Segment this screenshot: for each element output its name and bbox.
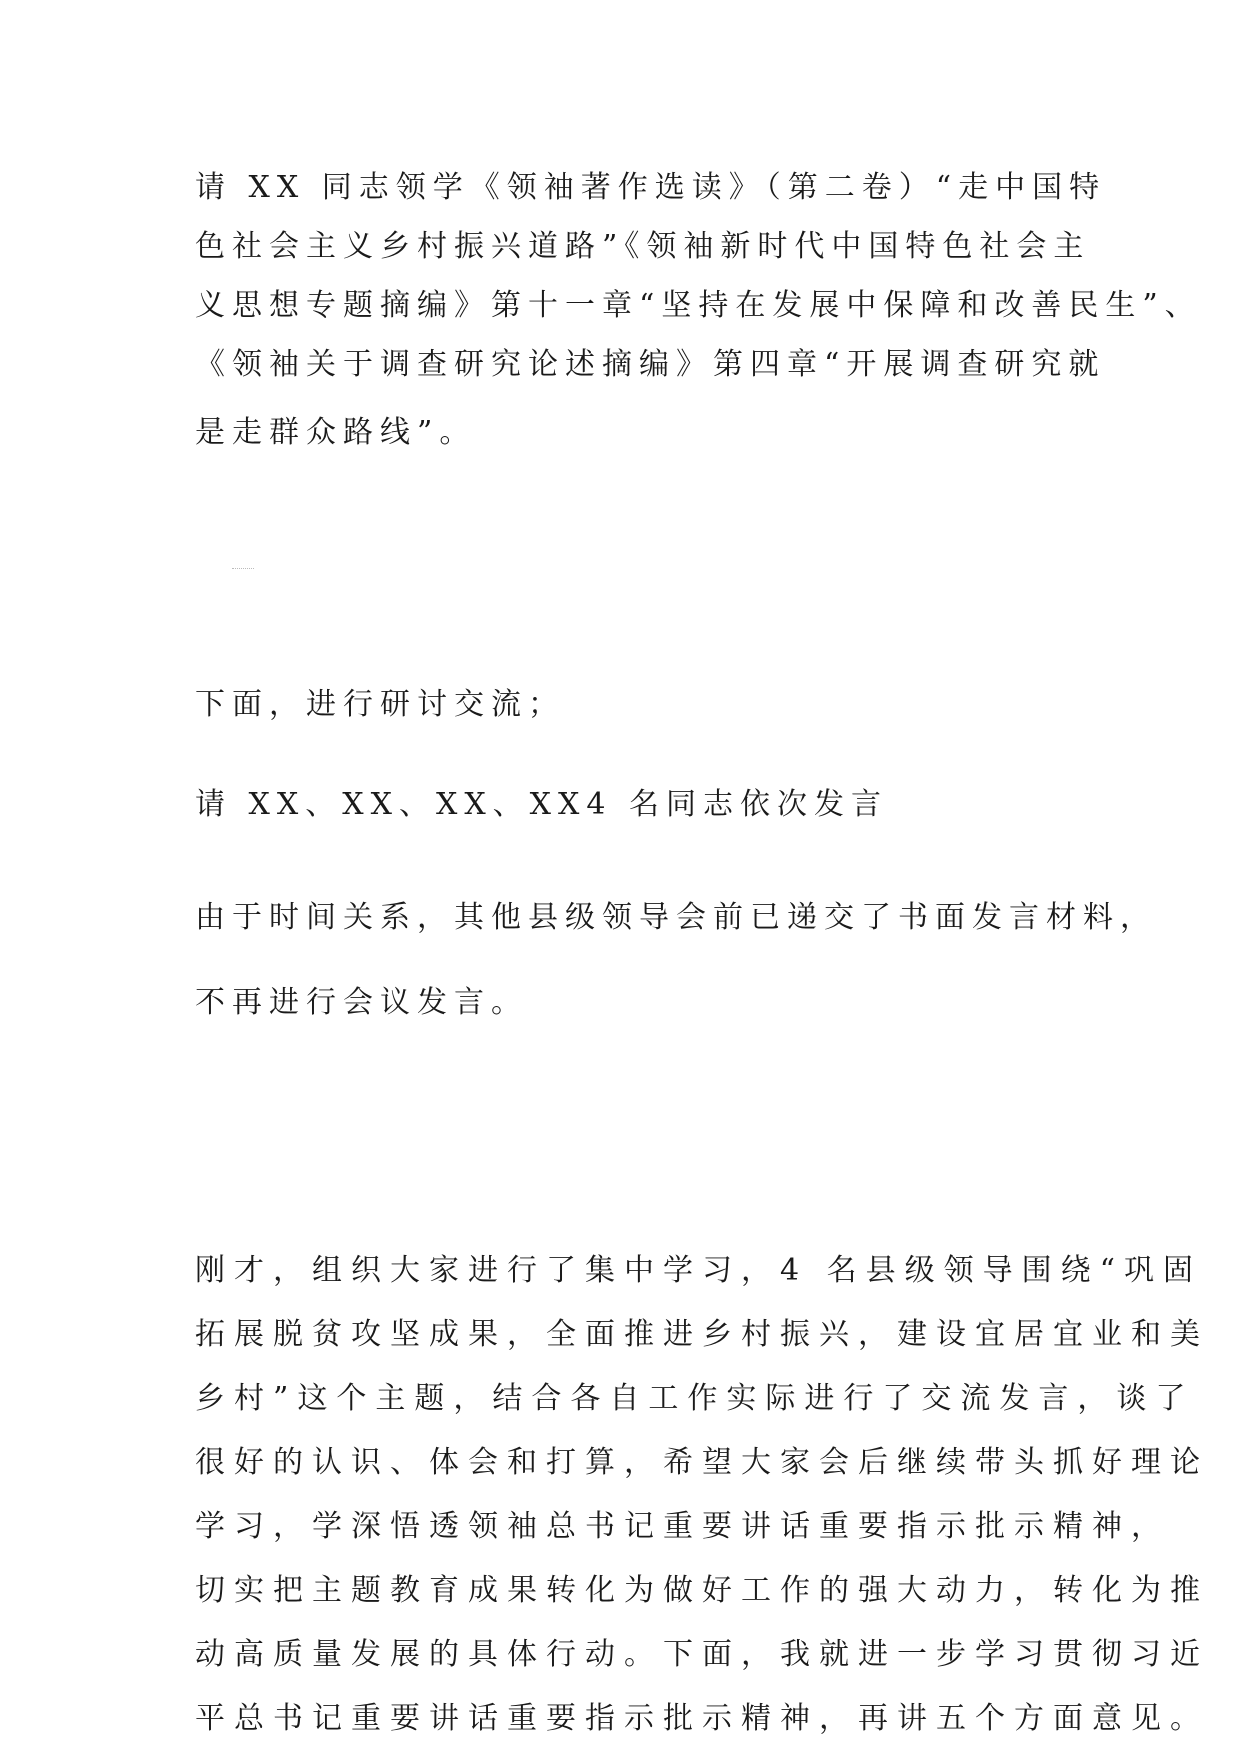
text-line: 切实把主题教育成果转化为做好工作的强大动力，转化为推 <box>195 1573 1209 1608</box>
text-line: 拓展脱贫攻坚成果，全面推进乡村振兴，建设宜居宜业和美 <box>195 1317 1209 1352</box>
dotted-mark <box>232 568 254 571</box>
text-line: 是走群众路线”。 <box>195 415 477 450</box>
text-line: 刚才，组织大家进行了集中学习，4 名县级领导围绕“巩固 <box>195 1253 1202 1288</box>
text-line: 学习，学深悟透领袖总书记重要讲话重要指示批示精神， <box>195 1509 1170 1544</box>
text-line: 请 XX 同志领学《领袖著作选读》（第二卷）“走中国特 <box>195 170 1107 205</box>
text-line: 由于时间关系，其他县级领导会前已递交了书面发言材料， <box>195 900 1157 935</box>
text-line: 义思想专题摘编》第十一章“坚持在发展中保障和改善民生”、 <box>195 288 1202 323</box>
text-line: 动高质量发展的具体行动。下面，我就进一步学习贯彻习近 <box>195 1637 1209 1672</box>
text-line: 下面，进行研讨交流； <box>195 687 565 722</box>
text-line: 乡村”这个主题，结合各自工作实际进行了交流发言，谈了 <box>195 1381 1195 1416</box>
text-line: 《领袖关于调查研究论述摘编》第四章“开展调查研究就 <box>195 347 1106 382</box>
text-line: 平总书记重要讲话重要指示批示精神，再讲五个方面意见。 <box>195 1701 1209 1736</box>
text-line: 很好的认识、体会和打算，希望大家会后继续带头抓好理论 <box>195 1445 1209 1480</box>
text-line: 色社会主义乡村振兴道路”《领袖新时代中国特色社会主 <box>195 229 1091 264</box>
text-line: 请 XX、XX、XX、XX4 名同志依次发言 <box>195 787 889 822</box>
text-line: 不再进行会议发言。 <box>195 985 528 1020</box>
